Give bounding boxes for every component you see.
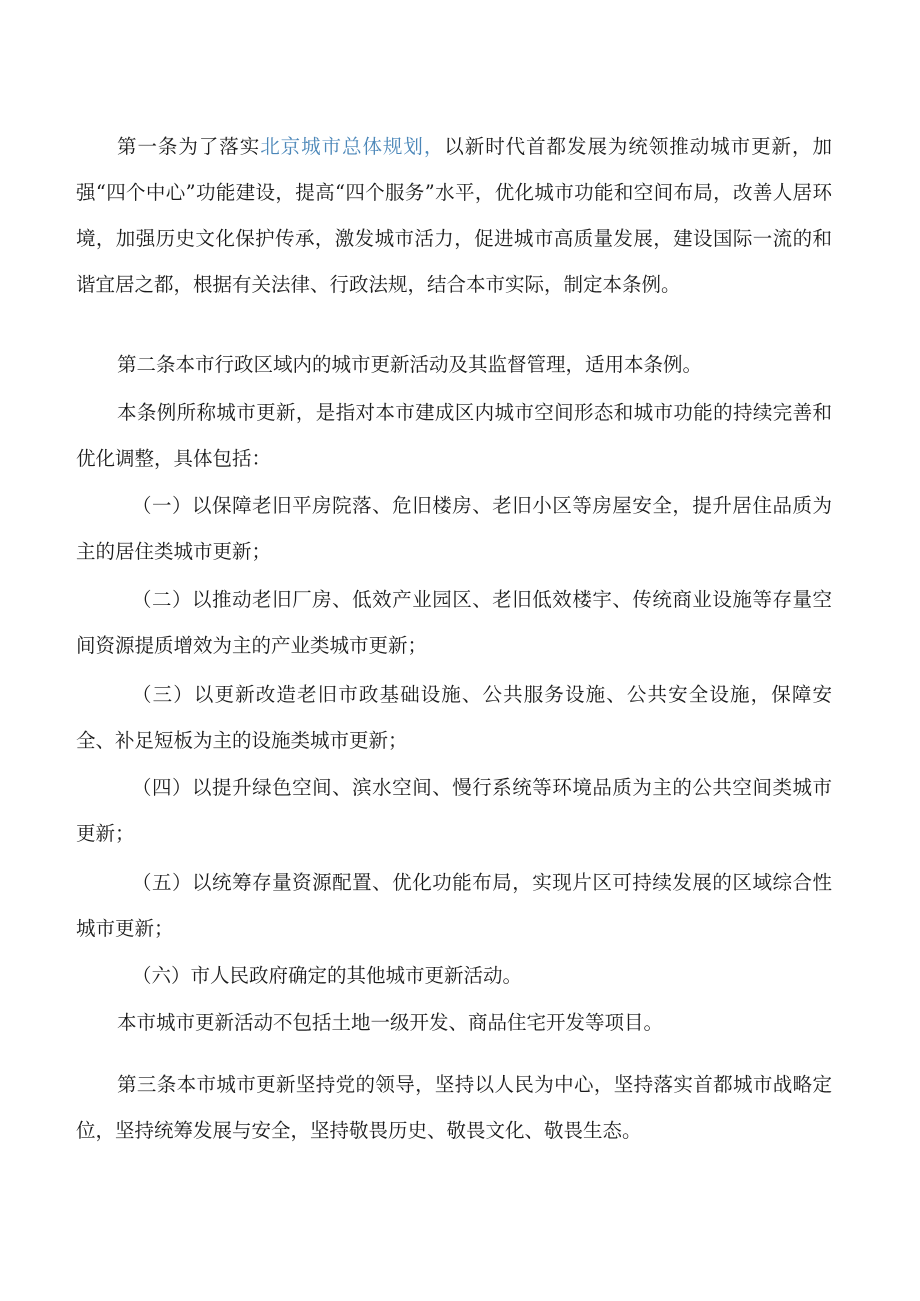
article-2-exclusion: 本市城市更新活动不包括土地一级开发、商品住宅开发等项目。	[117, 1011, 664, 1034]
article-3-paragraph: 第三条本市城市更新坚持党的领导，坚持以人民为中心，坚持落实首都城市战略定位，坚持统筹发展与安全，坚持敬畏历史、敬畏文化、敬畏生态。	[76, 1073, 832, 1142]
article-2-item-1: （一）以保障老旧平房院落、危旧楼房、老旧小区等房屋安全，提升居住品质为主的居住类城市更新；	[76, 494, 832, 563]
article-2-item-4: （四）以提升绿色空间、滨水空间、慢行系统等环境品质为主的公共空间类城市更新；	[76, 776, 832, 845]
article-2-item-6: （六）市人民政府确定的其他城市更新活动。	[132, 964, 523, 987]
article-2-item-2: （二）以推动老旧厂房、低效产业园区、老旧低效楼宇、传统商业设施等存量空间资源提质增效为主的产业类城市更新；	[76, 588, 832, 657]
article-2-definition: 本条例所称城市更新，是指对本市建成区内城市空间形态和城市功能的持续完善和优化调整，具体包括：	[76, 401, 832, 470]
article-2-item-5: （五）以统筹存量资源配置、优化功能布局，实现片区可持续发展的区域综合性城市更新；	[76, 871, 832, 940]
article-2-paragraph: 第二条本市行政区域内的城市更新活动及其监督管理，适用本条例。	[117, 353, 703, 376]
article-1-prefix: 第一条为了落实	[117, 135, 261, 158]
article-1-paragraph	[76, 124, 832, 308]
article-2-item-3: （三）以更新改造老旧市政基础设施、公共服务设施、公共安全设施，保障安全、补足短板为主的设施类城市更新；	[76, 683, 832, 752]
master-plan-link[interactable]: 北京城市总体规划，	[260, 135, 445, 158]
article-1-suffix: 以新时代首都发展为统领推动城市更新，加强“四个中心”功能建设，提高“四个服务”水平，优化城市功能和空间布局，改善人居环境，加强历史文化保护传承，激发城市活力，促进城市高质量发展，建设国际一流的和谐宜居之都，根据有关法律、行政法规，结合本市实际，制定本条例。	[76, 135, 832, 296]
